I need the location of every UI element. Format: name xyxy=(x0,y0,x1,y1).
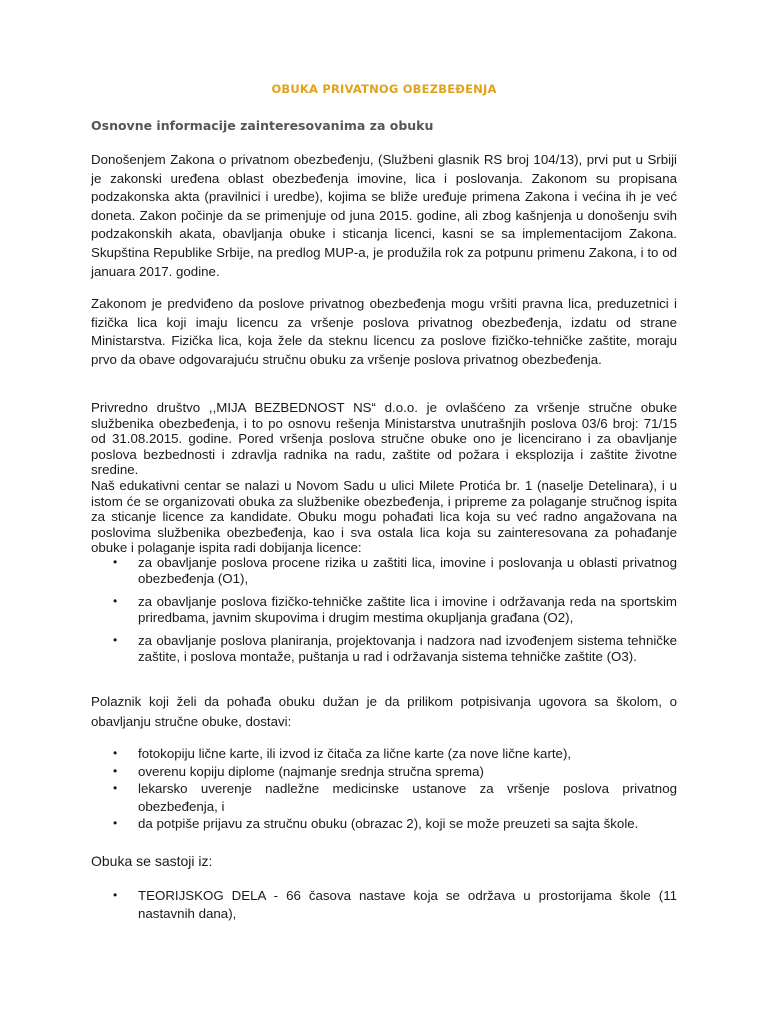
list-item: • za obavljanje poslova fizičko-tehničke zaštite lica i imovine i održavanja reda na sportskim priredbama, javnim skupovima i drugim mestima okupljanja građana (O2), xyxy=(113,594,677,625)
list-item: • za obavljanje poslova planiranja, projektovanja i nadzora nad izvođenjem sistema tehničke zaštite, i poslova montaže, puštanja u rad i održavanja sistema tehničke zaštite (O3). xyxy=(113,633,677,664)
paragraph-law-intro: Donošenjem Zakona o privatnom obezbeđenju, (Službeni glasnik RS broj 104/13), prvi put u Srbiji je zakonski uređena oblast obezbeđenja imovine, lica i poslovanja. Zakonom su propisana podzakonska akta (pravilnici i uredbe), kojima se bliže uređuje primena Zakona i većina ih je već doneta. Zakon počinje da se primenjuje od juna 2015. godine, ali zbog kašnjenja u donošenju svih podzakonskih akata, obavljanja obuke i sticanja licenci, kasni se sa implementacijom Zakona. Skupština Republike Srbije, na predlog MUP-a, je produžila rok za potpunu primenu Zakona, i to od januara 2017. godine. xyxy=(91,152,677,279)
paragraph-company-authorization: Privredno društvo ,,MIJA BEZBEDNOST NS“ d.o.o. je ovlašćeno za vršenje stručne obuke službenika obezbeđenja, i to po osnovu rešenja Ministarstva unutrašnjih poslova 03/6 broj: 71/15 od 31.08.2015. godine. Pored vršenja poslova stručne obuke ono je licencirano i za obavljanje poslova bezbednosti i zdravlja radnika na radu, zaštite od požara i eksplozija i zaštite životne sredine. xyxy=(91,400,677,478)
paragraph-licence-requirement: Zakonom je predviđeno da poslove privatnog obezbeđenja mogu vršiti pravna lica, preduzetnici i fizička lica koji imaju licencu za vršenje poslova privatnog obezbeđenja, izdatu od strane Ministarstva. Fizička lica, koja žele da steknu licencu za poslove fizičko-tehničke zaštite, moraju prvo da obave odgovarajuću stručnu obuku za vršenje poslova privatnog obezbeđenja. xyxy=(91,296,677,367)
required-documents-list xyxy=(91,745,677,833)
paragraph-training-centre: Naš edukativni centar se nalazi u Novom Sadu u ulici Milete Protića br. 1 (naselje Detelinara), i u istom će se organizovati obuka za službenike obezbeđenja, i pripreme za polaganje stručnog ispita za sticanje licence za kandidate. Obuku mogu pohađati lica koja su već radno angažovana na poslovima službenika obezbeđenja, kao i sva ostala lica koja su zainteresovana za pohađanje obuke i polaganje ispita radi dobijanja licence: xyxy=(91,478,677,556)
paragraph-documents-intro: Polaznik koji želi da pohađa obuku dužan je da prilikom potpisivanja ugovora sa školom, o obavljanju stručne obuke, dostavi: xyxy=(91,694,677,729)
list-item: • lekarsko uverenje nadležne medicinske ustanove za vršenje poslova privatnog obezbeđenja, i xyxy=(113,781,677,814)
course-parts-list xyxy=(91,887,677,922)
list-item: • za obavljanje poslova procene rizika u zaštiti lica, imovine i poslovanja u oblasti privatnog obezbeđenja (O1), xyxy=(113,555,677,586)
list-item: • overenu kopiju diplome (najmanje srednja stručna sprema) xyxy=(113,763,484,779)
licence-types-list xyxy=(91,555,677,665)
bullet-icon: • xyxy=(113,746,118,760)
list-item: • TEORIJSKOG DELA - 66 časova nastave koja se održava u prostorijama škole (11 nastavnih dana), xyxy=(113,888,677,921)
paragraph-course-structure: Obuka se sastoji iz: xyxy=(91,853,213,869)
list-item: • fotokopiju lične karte, ili izvod iz čitača za lične karte (za nove lične karte), xyxy=(113,746,572,761)
bullet-icon: • xyxy=(113,594,118,609)
bullet-icon: • xyxy=(113,781,118,796)
bullet-icon: • xyxy=(113,633,118,648)
bullet-icon: • xyxy=(113,888,118,902)
bullet-icon: • xyxy=(113,816,118,831)
bullet-icon: • xyxy=(113,555,118,569)
document-title: OBUKA PRIVATNOG OBEZBEĐENJA xyxy=(271,82,497,96)
list-item: • da potpiše prijavu za stručnu obuku (obrazac 2), koji se može preuzeti sa sajta škole. xyxy=(113,816,639,832)
document-subtitle: Osnovne informacije zainteresovanima za obuku xyxy=(91,118,434,133)
bullet-icon: • xyxy=(113,763,118,778)
